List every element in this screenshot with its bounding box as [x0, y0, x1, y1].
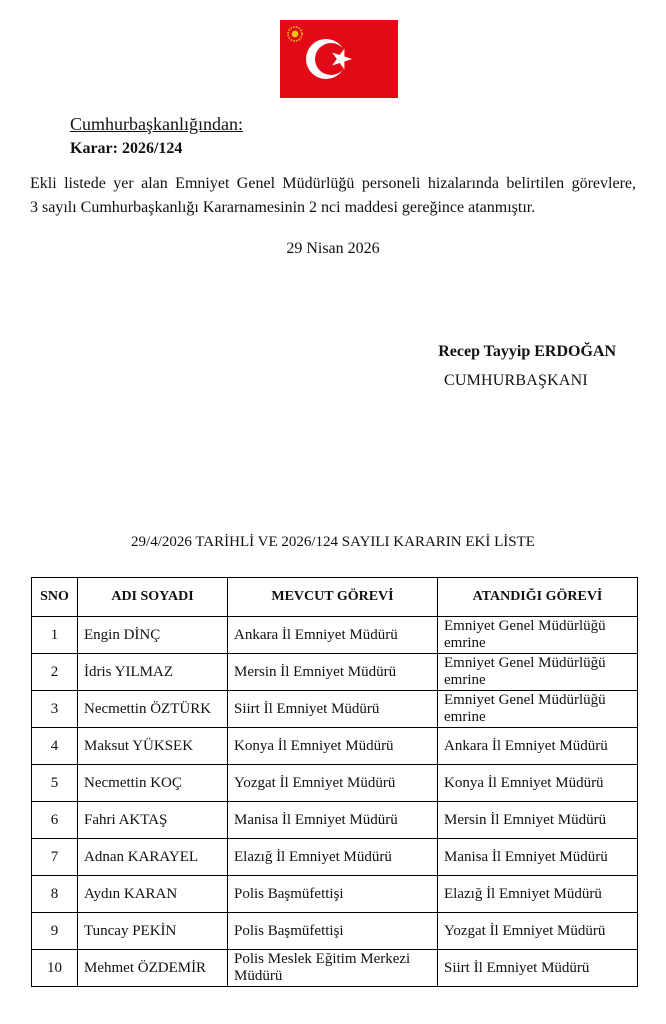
cell-name: Tuncay PEKİN — [78, 913, 228, 950]
cell-assigned-post: Manisa İl Emniyet Müdürü — [438, 839, 638, 876]
cell-assigned-post: Elazığ İl Emniyet Müdürü — [438, 876, 638, 913]
cell-name: Necmettin KOÇ — [78, 765, 228, 802]
cell-current-post: Polis Başmüfettişi — [228, 876, 438, 913]
column-header-assigned-post: ATANDIĞI GÖREVİ — [438, 578, 638, 617]
cell-current-post: Yozgat İl Emniyet Müdürü — [228, 765, 438, 802]
cell-assigned-post: Emniyet Genel Müdürlüğü emrine — [438, 654, 638, 691]
cell-name: Maksut YÜKSEK — [78, 728, 228, 765]
cell-current-post: Elazığ İl Emniyet Müdürü — [228, 839, 438, 876]
decision-text-line: Ekli listede yer alan Emniyet Genel Müdürlüğü personeli hizalarında belirtilen görevlere, — [30, 175, 636, 192]
cell-current-post: Konya İl Emniyet Müdürü — [228, 728, 438, 765]
cell-assigned-post: Mersin İl Emniyet Müdürü — [438, 802, 638, 839]
cell-assigned-post: Emniyet Genel Müdürlüğü emrine — [438, 617, 638, 654]
table-row — [32, 691, 638, 728]
signatory-surname: ERDOĞAN — [534, 343, 616, 360]
cell-sno: 9 — [32, 913, 78, 950]
cell-current-post: Ankara İl Emniyet Müdürü — [228, 617, 438, 654]
cell-sno: 7 — [32, 839, 78, 876]
decision-date: 29 Nisan 2026 — [286, 240, 380, 257]
decision-text-line: 3 sayılı Cumhurbaşkanlığı Kararnamesinin 2 nci maddesi gereğince atanmıştır. — [30, 199, 536, 216]
table-row — [32, 654, 638, 691]
cell-name: Adnan KARAYEL — [78, 839, 228, 876]
cell-name: Aydın KARAN — [78, 876, 228, 913]
cell-name: Necmettin ÖZTÜRK — [78, 691, 228, 728]
turkish-flag-icon — [280, 20, 398, 98]
cell-assigned-post: Yozgat İl Emniyet Müdürü — [438, 913, 638, 950]
cell-sno: 8 — [32, 876, 78, 913]
cell-assigned-post: Konya İl Emniyet Müdürü — [438, 765, 638, 802]
table-row — [32, 617, 638, 654]
cell-sno: 1 — [32, 617, 78, 654]
institution-heading: Cumhurbaşkanlığından: — [70, 114, 243, 134]
table-row — [32, 913, 638, 950]
cell-name: Engin DİNÇ — [78, 617, 228, 654]
cell-current-post: Mersin İl Emniyet Müdürü — [228, 654, 438, 691]
table-row — [32, 728, 638, 765]
decision-text — [30, 172, 636, 220]
table-row — [32, 839, 638, 876]
cell-sno: 5 — [32, 765, 78, 802]
signatory-first-names: Recep Tayyip — [438, 343, 531, 360]
cell-sno: 6 — [32, 802, 78, 839]
cell-sno: 3 — [32, 691, 78, 728]
annex-title: 29/4/2026 TARİHLİ VE 2026/124 SAYILI KARARIN EKİ LİSTE — [131, 534, 535, 550]
cell-current-post: Polis Başmüfettişi — [228, 913, 438, 950]
appointment-table — [31, 577, 638, 987]
cell-current-post: Polis Meslek Eğitim Merkezi Müdürü — [228, 950, 438, 987]
cell-assigned-post: Ankara İl Emniyet Müdürü — [438, 728, 638, 765]
table-row — [32, 950, 638, 987]
column-header-sno: SNO — [32, 578, 78, 617]
table-row — [32, 876, 638, 913]
signatory-title: CUMHURBAŞKANI — [444, 372, 588, 389]
table-row — [32, 802, 638, 839]
column-header-name: ADI SOYADI — [78, 578, 228, 617]
decision-number: Karar: 2026/124 — [70, 140, 183, 157]
table-header-row — [32, 578, 638, 617]
cell-sno: 2 — [32, 654, 78, 691]
cell-current-post: Manisa İl Emniyet Müdürü — [228, 802, 438, 839]
cell-assigned-post: Emniyet Genel Müdürlüğü emrine — [438, 691, 638, 728]
cell-sno: 10 — [32, 950, 78, 987]
cell-assigned-post: Siirt İl Emniyet Müdürü — [438, 950, 638, 987]
signatory-name — [438, 343, 616, 361]
cell-current-post: Siirt İl Emniyet Müdürü — [228, 691, 438, 728]
cell-name: İdris YILMAZ — [78, 654, 228, 691]
cell-sno: 4 — [32, 728, 78, 765]
cell-name: Fahri AKTAŞ — [78, 802, 228, 839]
column-header-current-post: MEVCUT GÖREVİ — [228, 578, 438, 617]
table-row — [32, 765, 638, 802]
cell-name: Mehmet ÖZDEMİR — [78, 950, 228, 987]
